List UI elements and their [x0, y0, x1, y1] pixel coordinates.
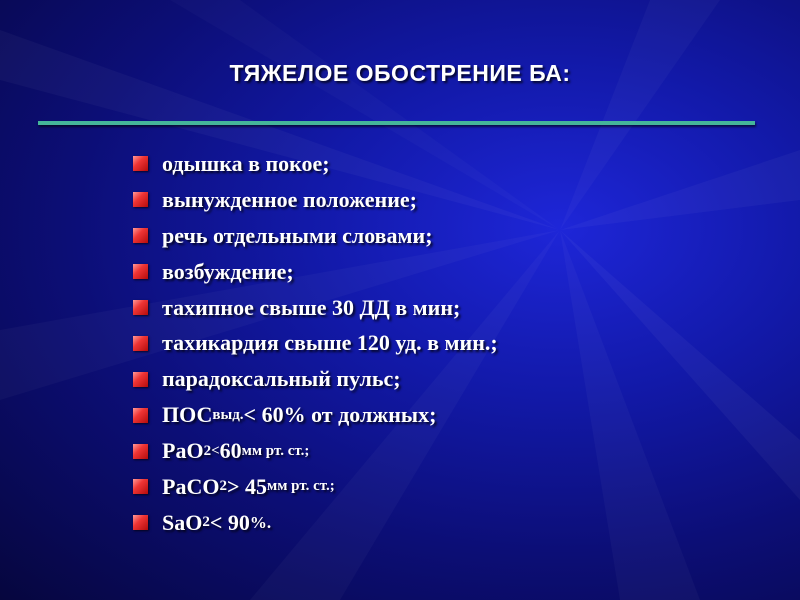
criteria-list	[133, 146, 498, 541]
title-divider	[38, 121, 755, 125]
list-item-unit: %.	[249, 512, 272, 532]
list-item-text: PaO	[162, 438, 204, 464]
slide-title: ТЯЖЕЛОЕ ОБОСТРЕНИЕ БА:	[229, 60, 571, 86]
square-bullet-icon	[133, 192, 148, 207]
square-bullet-icon	[133, 372, 148, 387]
list-item-value: > 45	[226, 473, 267, 499]
square-bullet-icon	[133, 479, 148, 494]
list-item-text: SaO	[162, 509, 203, 535]
square-bullet-icon	[133, 336, 148, 351]
square-bullet-icon	[133, 228, 148, 243]
square-bullet-icon	[133, 264, 148, 279]
list-item-text: возбуждение;	[162, 258, 294, 284]
list-item-unit: мм рт. ст.;	[267, 478, 335, 495]
list-item-value: < 90	[209, 509, 250, 535]
square-bullet-icon	[133, 156, 148, 171]
square-bullet-icon	[133, 408, 148, 423]
list-item-text: одышка в покое;	[162, 150, 330, 176]
list-item-text: ПОС	[162, 402, 213, 428]
list-item-text-small: выд.	[212, 406, 244, 423]
list-item-subscript: 2	[203, 442, 212, 459]
list-item-text: парадоксальный пульс;	[162, 366, 401, 392]
list-item-pao2	[133, 433, 498, 469]
list-item-text: тахипное свыше 30 ДД в мин;	[162, 294, 461, 320]
list-item-text: PaCO	[162, 473, 220, 499]
list-item-pef	[133, 397, 498, 433]
list-item	[133, 361, 498, 397]
list-item-operator: <	[211, 442, 220, 459]
list-item-value: 60	[219, 438, 242, 464]
list-item-text: тахикардия свыше 120 уд. в мин.;	[162, 330, 498, 356]
list-item-subscript: 2	[202, 514, 210, 531]
list-item	[133, 325, 498, 361]
list-item-unit: мм рт. ст.;	[241, 442, 310, 459]
list-item-text: речь отдельными словами;	[162, 222, 433, 248]
list-item-paco2	[133, 469, 498, 505]
square-bullet-icon	[133, 444, 148, 459]
list-item	[133, 182, 498, 218]
list-item	[133, 254, 498, 290]
list-item-subscript: 2	[219, 478, 227, 495]
list-item-text: < 60% от должных;	[243, 402, 437, 428]
list-item	[133, 146, 498, 182]
list-item	[133, 290, 498, 326]
list-item-sao2	[133, 505, 498, 541]
square-bullet-icon	[133, 300, 148, 315]
list-item	[133, 218, 498, 254]
square-bullet-icon	[133, 515, 148, 530]
list-item-text: вынужденное положение;	[162, 186, 417, 212]
